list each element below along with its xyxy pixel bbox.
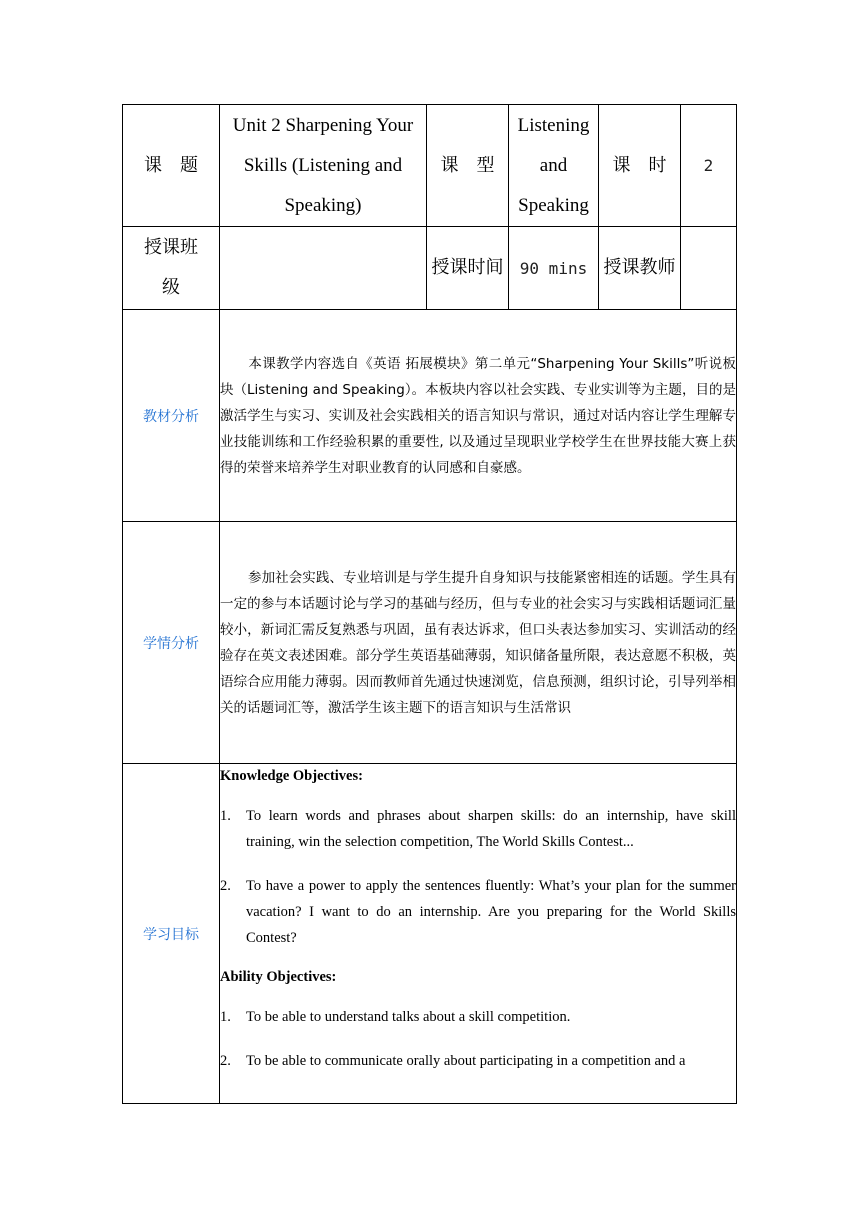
objectives-row <box>123 764 737 1104</box>
topic-label: 课 题 <box>123 105 220 227</box>
list-text: To learn words and phrases about sharpen skills: do an internship, have skill training, win the selection competition, The World Skills Contest... <box>246 808 736 850</box>
time-label: 授课时间 <box>427 227 509 310</box>
class-value <box>220 227 427 310</box>
material-label: 教材分析 <box>123 310 220 522</box>
objectives-label: 学习目标 <box>123 764 220 1104</box>
list-text: To be able to understand talks about a skill competition. <box>246 1009 571 1025</box>
list-item <box>220 873 736 951</box>
material-cell <box>220 310 737 522</box>
list-item <box>220 1048 736 1074</box>
list-text: To have a power to apply the sentences fluently: What’s your plan for the summer vacation? I want to do an internship. Are you preparing for the World Skills Contest? <box>246 878 736 946</box>
learner-label: 学情分析 <box>123 522 220 764</box>
material-text: 本课教学内容选自《英语 拓展模块》第二单元“Sharpening Your Skills”听说板块（Listening and Speaking）。本板块内容以社会实践、专业实训等为主题，目的是激活学生与实习、实训及社会实践相关的语言知识与常识，通过对话内容让学生理解专业技能训练和工作经验积累的重要性, 以及通过呈现职业学校学生在世界技能大赛上获得的荣誉来培养学生对职业教育的认同感和自豪感。 <box>220 355 736 476</box>
list-number: 1. <box>220 1009 231 1025</box>
topic-value: Unit 2 Sharpening Your Skills (Listening and Speaking) <box>220 105 427 227</box>
list-number: 2. <box>220 878 231 894</box>
ability-heading: Ability Objectives: <box>220 969 337 985</box>
list-text: To be able to communicate orally about participating in a competition and a <box>246 1053 686 1069</box>
header-row-1 <box>123 105 737 227</box>
learner-cell <box>220 522 737 764</box>
teacher-label: 授课教师 <box>599 227 681 310</box>
class-label: 授课班级 <box>123 227 220 310</box>
learner-text: 参加社会实践、专业培训是与学生提升自身知识与技能紧密相连的话题。学生具有一定的参与本话题讨论与学习的基础与经历，但与专业的社会实习与实践相话题词汇量较小，新词汇需反复熟悉与巩固，虽有表达诉求，但口头表达参加实习、实训活动的经验存在英文表述困难。部分学生英语基础薄弱，知识储备量所限，表达意愿不积极，英语综合应用能力薄弱。因而教师首先通过快速浏览，信息预测，组织讨论，引导列举相关的话题词汇等，激活学生该主题下的语言知识与生活常识 <box>220 569 736 716</box>
material-row <box>123 310 737 522</box>
header-row-2 <box>123 227 737 310</box>
learner-row <box>123 522 737 764</box>
knowledge-heading: Knowledge Objectives: <box>220 768 363 784</box>
list-number: 1. <box>220 808 231 824</box>
time-value: 90 mins <box>509 227 599 310</box>
teacher-value <box>681 227 737 310</box>
list-number: 2. <box>220 1053 231 1069</box>
hours-label: 课 时 <box>599 105 681 227</box>
list-item <box>220 1004 736 1030</box>
list-item <box>220 803 736 855</box>
hours-value: 2 <box>681 105 737 227</box>
lesson-plan-table <box>122 104 737 1104</box>
objectives-cell <box>220 764 737 1104</box>
type-label: 课 型 <box>427 105 509 227</box>
type-value: Listening and Speaking <box>509 105 599 227</box>
